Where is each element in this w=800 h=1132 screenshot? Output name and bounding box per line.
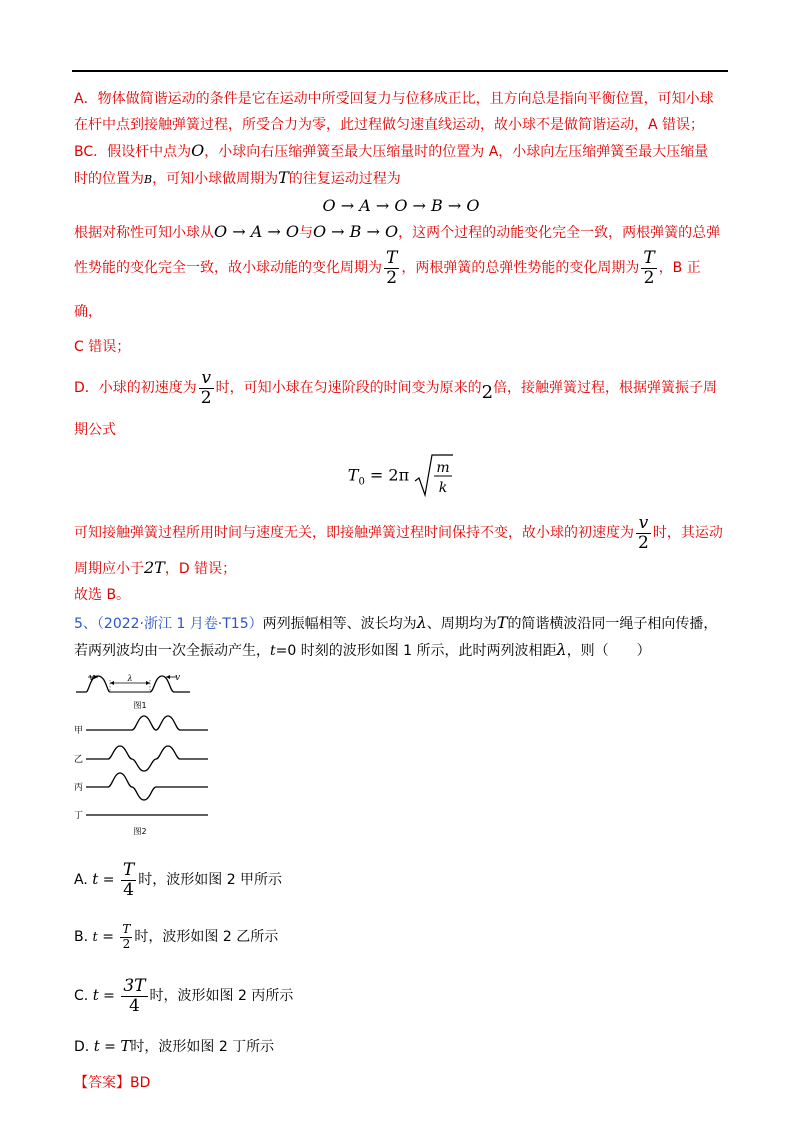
answer-value: BD (130, 1075, 151, 1091)
header-rule (72, 70, 728, 72)
figure-2 (74, 716, 208, 836)
fraction-t-over-2: $\frac{T}{2}$ (643, 247, 655, 288)
question-line1: 5、（2022·浙江 1 月卷·T15）两列振幅相等、波长均为λ、周期均为T的简谐横波沿同一绳子相向传播， (74, 613, 718, 632)
sqrt-sign (414, 453, 454, 499)
answer-line (74, 1070, 728, 1096)
solution-d-line2: 期公式 (74, 422, 116, 438)
row-label-bing: 丙 (74, 783, 84, 793)
solution-bc-line3: 根据对称性可知小球从O → A → O与O → B → O，这两个过程的动能变化完全一致，两根弹簧的总弹 (74, 222, 721, 241)
row-label-jia: 甲 (74, 726, 84, 736)
wavelength-label: λ (127, 674, 133, 683)
motion-chain: O → A → O → B → O (322, 196, 480, 215)
wave-diagram (74, 672, 254, 842)
question-source: （2022·浙江 1 月卷·T15） (96, 616, 263, 632)
document-body (74, 86, 728, 1096)
wave-figure (74, 672, 254, 842)
figure-1-caption: 图1 (133, 701, 147, 710)
solution-a-line2: 在杆中点到接触弹簧过程，所受合力为零，此过程做匀速直线运动，故小球不是做简谐运动，A 错误； (74, 117, 705, 133)
fraction-v-over-2: $\frac{v}{2}$ (638, 512, 649, 553)
solution-d-line1: D．小球的初速度为 $\frac{v}{2}$ 时，可知小球在匀速阶段的时间变为原来的2倍，接触弹簧过程，根据弹簧振子周 (74, 367, 718, 408)
sqrt-denominator: k (438, 480, 448, 496)
solution-bc-line5: C 错误； (74, 339, 131, 355)
figure-2-caption: 图2 (133, 827, 147, 836)
var-t: T (496, 613, 508, 632)
period-formula: $T_0 = 2\pi$ m k (74, 453, 728, 499)
fraction-v-over-2: $\frac{v}{2}$ (200, 367, 212, 408)
velocity-label-right: v (175, 673, 181, 683)
figure-1 (76, 673, 190, 710)
var-o: O (191, 141, 205, 160)
solution-d-line5: 故选 B。 (74, 587, 131, 603)
option-b: B. t = $\frac{T}{2}$ 时，波形如图 2 乙所示 (74, 922, 279, 951)
answer-label: 【答案】 (74, 1075, 130, 1091)
row-label-yi: 乙 (74, 755, 84, 765)
var-b: B (144, 173, 153, 186)
option-d: D. t = T时，波形如图 2 丁所示 (74, 1037, 275, 1055)
solution-d-line3: 可知接触弹簧过程所用时间与速度无关，即接触弹簧过程时间保持不变，故小球的初速度为 $\frac{v}{2}$ 时，其运动 (74, 512, 723, 553)
factor-two: 2 (481, 382, 494, 403)
solution-d-line4: 周期应小于2T，D 错误； (74, 558, 237, 577)
fraction-t-over-2: $\frac{T}{2}$ (386, 247, 398, 288)
option-a: A. t = $\frac{T}{4}$ 时，波形如图 2 甲所示 (74, 859, 283, 900)
solution-bc-line4: 性势能的变化完全一致，故小球动能的变化周期为 $\frac{T}{2}$ ，两根弹簧的总弹性势能的变化周期为 $\frac{T}{2}$ ，B 正确， (74, 247, 701, 320)
velocity-label-left: v (89, 673, 95, 683)
solution-a-line1: A．物体做简谐运动的条件是它在运动中所受回复力与位移成正比，且方向总是指向平衡位置，可知小球 (74, 91, 714, 107)
two-t: 2T (144, 558, 165, 577)
path-one: O → A → O (214, 222, 299, 241)
var-lambda: λ (416, 613, 427, 632)
row-label-ding: 丁 (74, 811, 84, 821)
sqrt-numerator: m (436, 460, 450, 476)
question-line2: 若两列波均由一次全振动产生，t=0 时刻的波形如图 1 所示，此时两列波相距λ，则（ ） (74, 640, 651, 659)
solution-bc-line1: BC．假设杆中点为O，小球向右压缩弹簧至最大压缩量时的位置为 A，小球向左压缩弹簧至最大压缩量 (74, 141, 709, 160)
question-number: 5、 (74, 616, 97, 632)
var-t: T (278, 168, 289, 187)
option-c: C. t = $\frac{3T}{4}$ 时，波形如图 2 丙所示 (74, 975, 294, 1016)
solution-bc-line2: 时的位置为B，可知小球做周期为T的往复运动过程为 (74, 168, 401, 187)
path-two: O → B → O (312, 222, 399, 241)
